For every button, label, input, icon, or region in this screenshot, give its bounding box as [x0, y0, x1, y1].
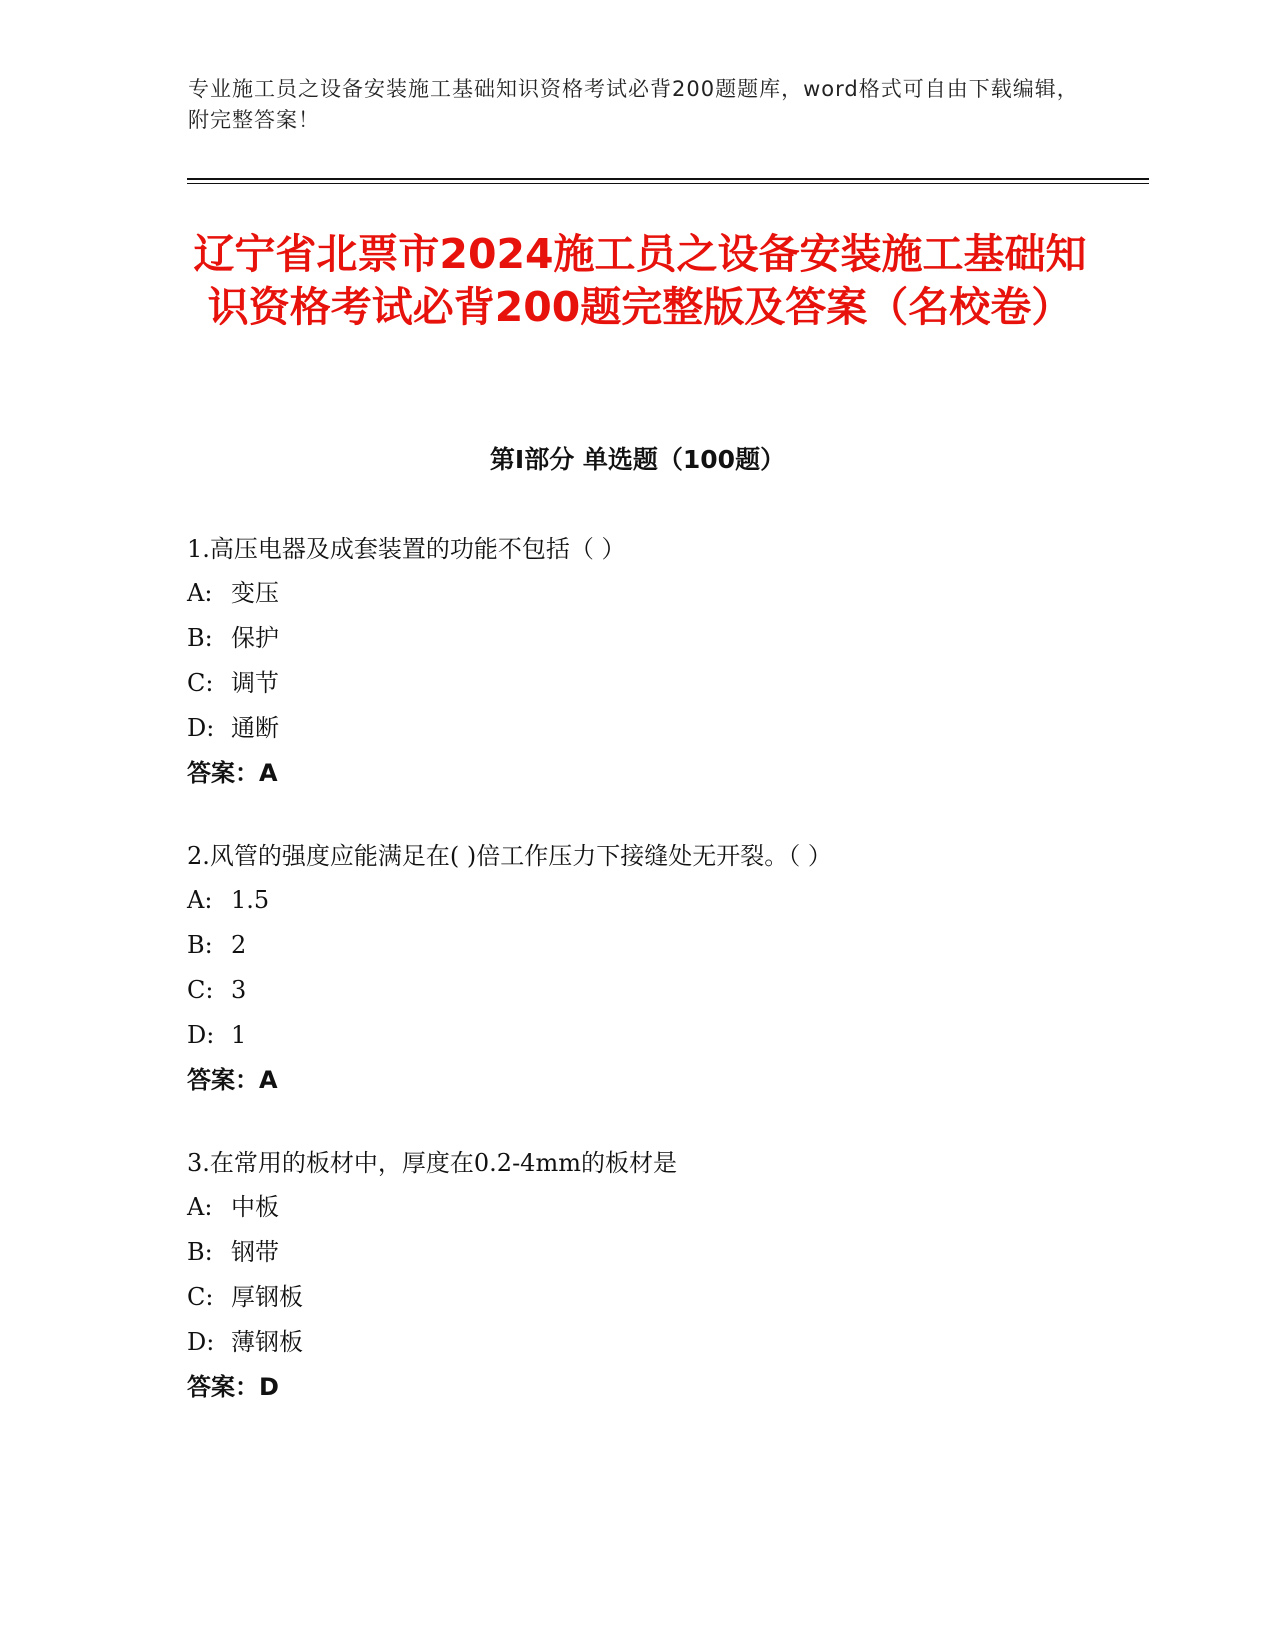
option-b — [187, 923, 1147, 968]
option-d — [187, 706, 1147, 751]
option-c — [187, 661, 1147, 706]
option-letter: B: — [187, 1238, 213, 1266]
answer-line: 答案：D — [187, 1373, 279, 1401]
question-2 — [187, 834, 1147, 1103]
question-stem: 3.在常用的板材中，厚度在0.2-4mm的板材是 — [187, 1149, 677, 1177]
header-divider-thin — [187, 183, 1149, 184]
section-title: 第Ⅰ部分 单选题（100题） — [489, 445, 786, 474]
option-text: 通断 — [231, 714, 279, 742]
option-a — [187, 878, 1147, 923]
option-letter: C: — [187, 669, 214, 697]
option-letter: A: — [187, 1193, 213, 1221]
option-text: 调节 — [231, 669, 279, 697]
option-text: 厚钢板 — [231, 1283, 303, 1311]
option-text: 3 — [231, 976, 247, 1004]
option-letter: C: — [187, 1283, 214, 1311]
option-letter: D: — [187, 714, 215, 742]
option-text: 2 — [231, 931, 247, 959]
option-text: 1.5 — [231, 886, 270, 914]
option-text: 保护 — [231, 624, 279, 652]
question-1 — [187, 527, 1147, 796]
option-c — [187, 1275, 1147, 1320]
document-title: 辽宁省北票市2024施工员之设备安装施工基础知识资格考试必背200题完整版及答案（名校卷） — [193, 230, 1087, 331]
option-b — [187, 1230, 1147, 1275]
question-stem: 2.风管的强度应能满足在( )倍工作压力下接缝处无开裂。（ ） — [187, 842, 832, 870]
option-text: 变压 — [231, 579, 279, 607]
answer-line: 答案：A — [187, 759, 278, 787]
answer-line: 答案：A — [187, 1066, 278, 1094]
option-text: 钢带 — [231, 1238, 279, 1266]
option-b — [187, 616, 1147, 661]
option-a — [187, 1185, 1147, 1230]
option-letter: A: — [187, 886, 213, 914]
question-3 — [187, 1141, 1147, 1410]
option-text: 1 — [231, 1021, 247, 1049]
option-letter: D: — [187, 1328, 215, 1356]
option-c — [187, 968, 1147, 1013]
header-divider-thick — [187, 178, 1149, 180]
header-note: 专业施工员之设备安装施工基础知识资格考试必背200题题库，word格式可自由下载编辑，附完整答案！ — [188, 77, 1079, 132]
question-list — [187, 527, 1147, 1448]
option-letter: C: — [187, 976, 214, 1004]
option-letter: A: — [187, 579, 213, 607]
option-text: 薄钢板 — [231, 1328, 303, 1356]
option-letter: D: — [187, 1021, 215, 1049]
option-a — [187, 571, 1147, 616]
option-letter: B: — [187, 931, 213, 959]
option-text: 中板 — [231, 1193, 279, 1221]
option-letter: B: — [187, 624, 213, 652]
option-d — [187, 1320, 1147, 1365]
question-stem: 1.高压电器及成套装置的功能不包括（ ） — [187, 535, 626, 563]
option-d — [187, 1013, 1147, 1058]
